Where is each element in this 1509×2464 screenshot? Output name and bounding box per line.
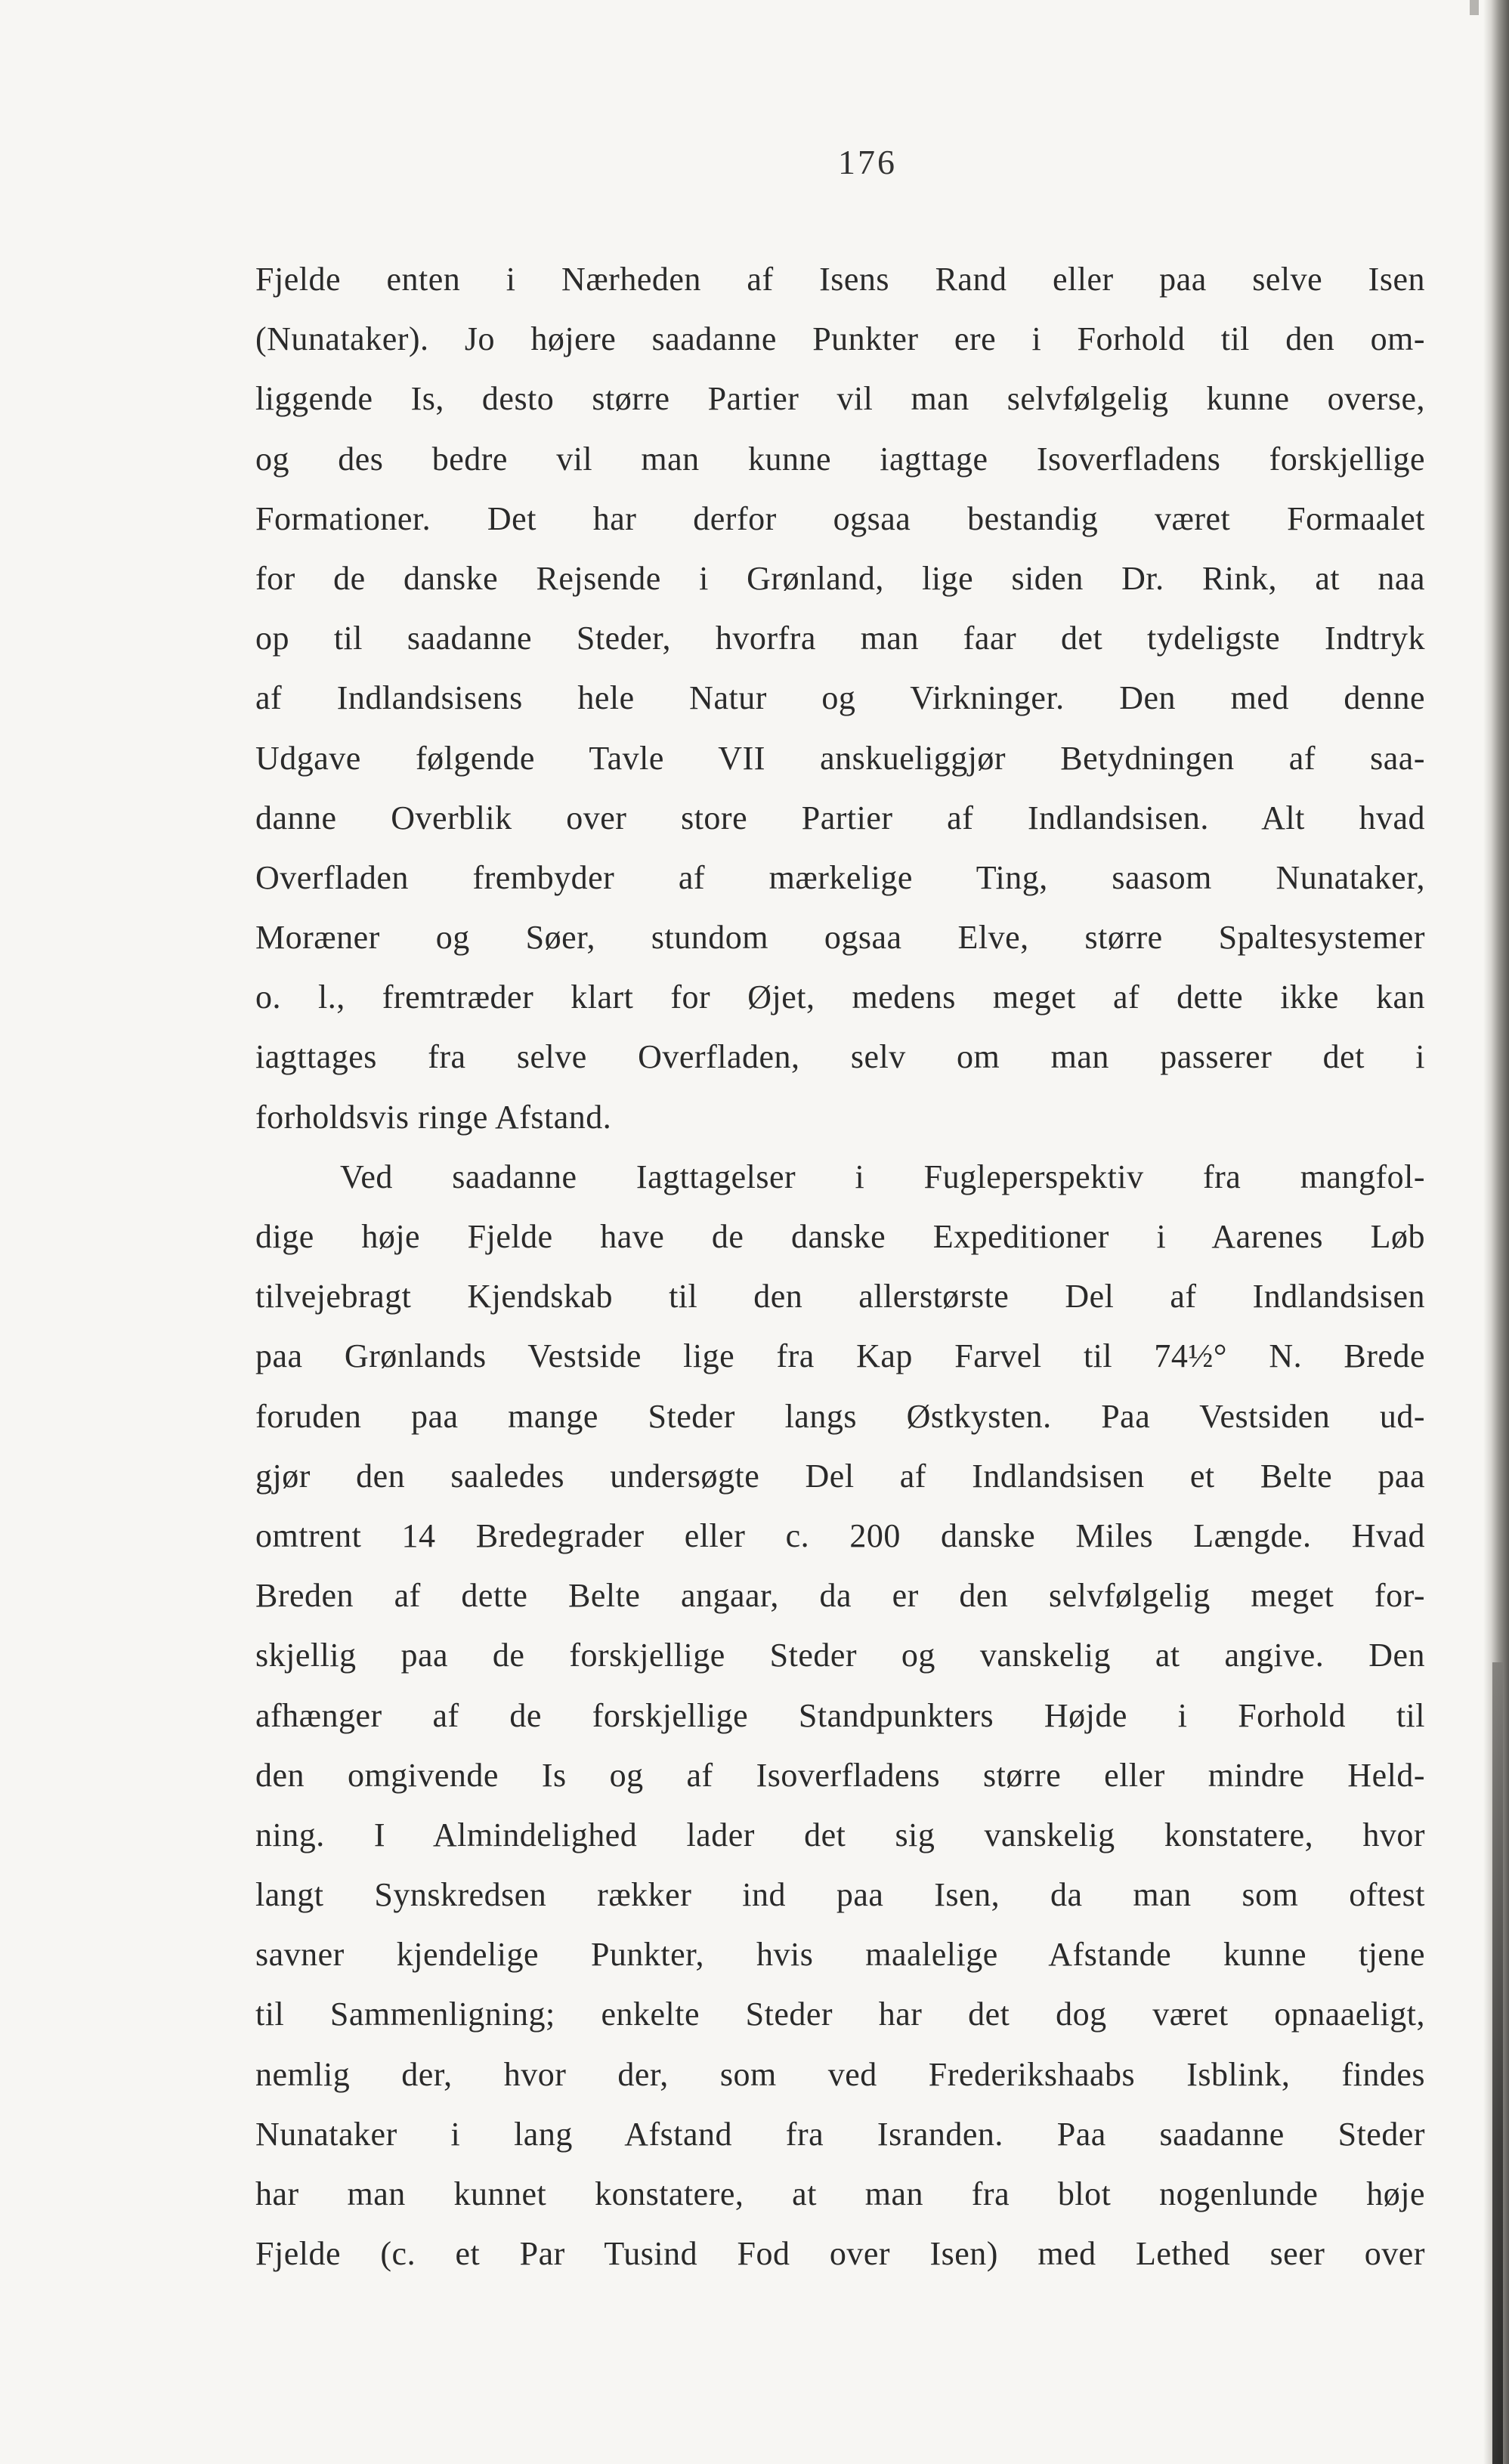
text-line: Moræner og Søer, stundom ogsaa Elve, større Spaltesystemer: [255, 919, 1425, 957]
text-line: tilvejebragt Kjendskab til den allerstørste Del af Indlandsisen: [255, 1278, 1425, 1315]
text-line: langt Synskredsen rækker ind paa Isen, da man som oftest: [255, 1876, 1425, 1914]
text-line: gjør den saaledes undersøgte Del af Indlandsisen et Belte paa: [255, 1457, 1425, 1495]
text-line: for de danske Rejsende i Grønland, lige siden Dr. Rink, at naa: [255, 559, 1425, 597]
text-line: afhænger af de forskjellige Standpunkters Højde i Forhold til: [255, 1696, 1425, 1734]
paragraph-end-line: forholdsvis ringe Afstand.: [255, 1098, 612, 1136]
text-line: foruden paa mange Steder langs Østkysten. Paa Vestsiden ud-: [255, 1397, 1425, 1435]
text-line: ning. I Almindelighed lader det sig vanskelig konstatere, hvor: [255, 1816, 1425, 1853]
text-line: til Sammenligning; enkelte Steder har det dog været opnaaeligt,: [255, 1996, 1425, 2033]
text-line: (Nunataker). Jo højere saadanne Punkter ere i Forhold til den om-: [255, 320, 1425, 358]
body-text: [255, 249, 1425, 2283]
page-number: 176: [838, 143, 897, 181]
scan-binding-shadow: [1492, 1662, 1503, 2464]
text-line: paa Grønlands Vestside lige fra Kap Farvel til 74½° N. Brede: [255, 1337, 1425, 1375]
text-line: iagttages fra selve Overfladen, selv om man passerer det i: [255, 1038, 1425, 1076]
scan-artifact: [1470, 0, 1479, 15]
text-line: danne Overblik over store Partier af Indlandsisen. Alt hvad: [255, 799, 1425, 836]
text-line: o. l., fremtræder klart for Øjet, medens meget af dette ikke kan: [255, 978, 1425, 1016]
text-line: Nunataker i lang Afstand fra Isranden. Paa saadanne Steder: [255, 2115, 1425, 2153]
text-line: skjellig paa de forskjellige Steder og vanskelig at angive. Den: [255, 1637, 1425, 1674]
text-line: liggende Is, desto større Partier vil man selvfølgelig kunne overse,: [255, 380, 1425, 418]
text-line: og des bedre vil man kunne iagttage Isoverfladens forskjellige: [255, 440, 1425, 478]
text-line: dige høje Fjelde have de danske Expeditioner i Aarenes Løb: [255, 1218, 1425, 1255]
text-line: nemlig der, hvor der, som ved Frederikshaabs Isblink, findes: [255, 2055, 1425, 2093]
text-line: Udgave følgende Tavle VII anskueliggjør Betydningen af saa-: [255, 739, 1425, 777]
text-line: Breden af dette Belte angaar, da er den selvfølgelig meget for-: [255, 1577, 1425, 1615]
text-line: Overfladen frembyder af mærkelige Ting, saasom Nunataker,: [255, 858, 1425, 896]
paragraph-start-line: Ved saadanne Iagttagelser i Fugleperspektiv fra mangfol-: [340, 1158, 1425, 1195]
text-line: omtrent 14 Bredegrader eller c. 200 danske Miles Længde. Hvad: [255, 1516, 1425, 1554]
text-line: op til saadanne Steder, hvorfra man faar det tydeligste Indtryk: [255, 620, 1425, 657]
text-line: den omgivende Is og af Isoverfladens større eller mindre Held-: [255, 1756, 1425, 1794]
text-line: Formationer. Det har derfor ogsaa bestandig været Formaalet: [255, 499, 1425, 537]
text-line: savner kjendelige Punkter, hvis maalelige Afstande kunne tjene: [255, 1936, 1425, 1974]
text-line: Fjelde (c. et Par Tusind Fod over Isen) med Lethed seer over: [255, 2235, 1425, 2273]
text-line: af Indlandsisens hele Natur og Virkninger. Den med denne: [255, 679, 1425, 717]
text-line: Fjelde enten i Nærheden af Isens Rand eller paa selve Isen: [255, 261, 1425, 298]
text-line: har man kunnet konstatere, at man fra blot nogenlunde høje: [255, 2175, 1425, 2212]
